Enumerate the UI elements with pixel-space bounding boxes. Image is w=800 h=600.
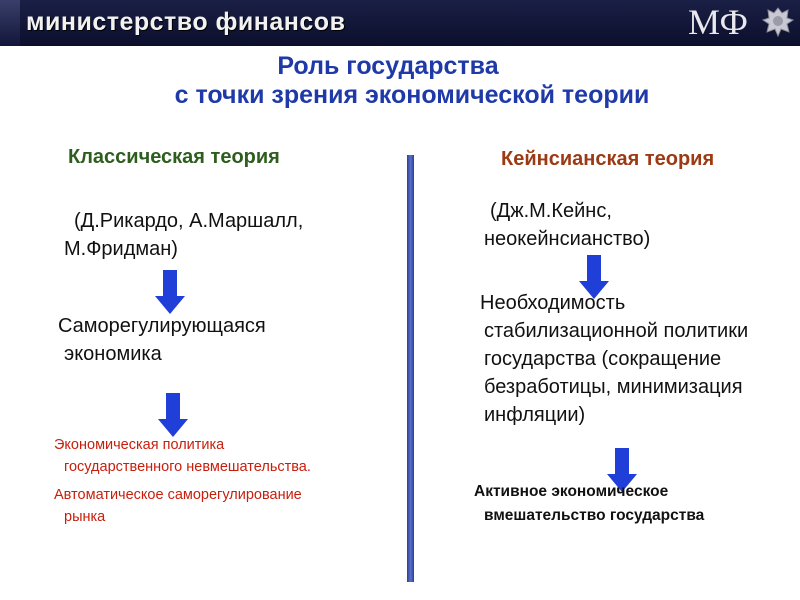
keynes-need-line5: инфляции)	[484, 404, 586, 426]
classic-result-line2: экономика	[64, 343, 162, 365]
classic-result-line1: Саморегулирующаяся	[58, 315, 266, 337]
down-arrow-icon	[158, 393, 188, 437]
keynes-theory-heading: Кейнсианская теория	[501, 148, 715, 170]
classic-policy-line1: Экономическая политика	[54, 437, 225, 453]
header-bar	[0, 0, 800, 46]
down-arrow-icon	[155, 270, 185, 314]
keynes-active-line1: Активное экономическое	[474, 483, 669, 500]
classic-policy-line4: рынка	[64, 509, 106, 525]
ministry-name: министерство финансов	[26, 8, 346, 36]
header-accent	[0, 0, 20, 46]
classic-policy-line3: Автоматическое саморегулирование	[54, 487, 302, 503]
keynes-need-line3: государства (сокращение	[484, 348, 722, 370]
center-divider	[407, 155, 414, 582]
slide-title-line2: с точки зрения экономической теории	[174, 81, 650, 109]
keynes-authors-line1: (Дж.М.Кейнс,	[490, 200, 612, 222]
keynes-need-line2: стабилизационной политики	[484, 320, 749, 342]
classic-policy-line2: государственного невмешательства.	[64, 459, 311, 475]
keynes-authors-line2: неокейнсианство)	[484, 228, 651, 250]
coat-of-arms-icon	[760, 4, 796, 40]
classic-authors-line2: М.Фридман)	[64, 238, 178, 260]
keynes-need-line1: Необходимость	[480, 292, 626, 314]
mf-logo: МФ	[688, 2, 748, 42]
classic-authors-line1: (Д.Рикардо, А.Маршалл,	[74, 210, 304, 232]
classic-theory-heading: Классическая теория	[68, 146, 280, 168]
slide-title-line1: Роль государства	[277, 52, 499, 80]
keynes-need-line4: безработицы, минимизация	[484, 376, 743, 398]
keynes-active-line2: вмешательство государства	[484, 507, 705, 524]
